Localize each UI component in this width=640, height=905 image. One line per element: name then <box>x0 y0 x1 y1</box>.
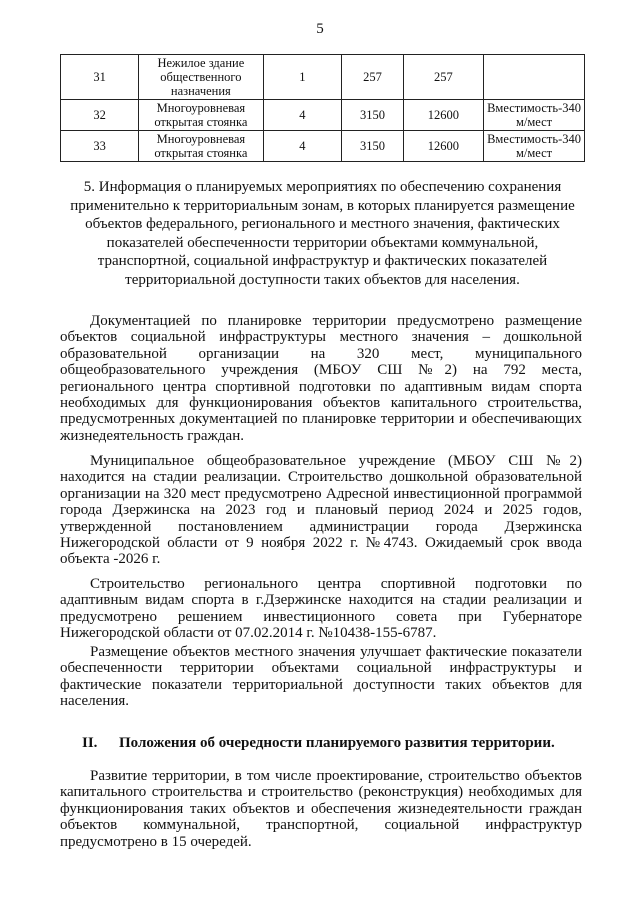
object-name: Многоуровневая открытая стоянка <box>139 131 264 162</box>
total-area: 257 <box>403 55 483 100</box>
object-note: Вместимость-340 м/мест <box>484 131 585 162</box>
section-2-heading <box>82 735 555 752</box>
paragraph: Документацией по планировке территории предусмотрено размещение объектов социальной инфраструктуры местного значения – дошкольной образовательной организации на 320 мест, муниципального общеобразовательного учреждения (МБОУ СШ №2) на 792 места, регионального центра спортивной подготовки по адаптивным видам спорта необходимых для функционирования объектов капитального строительства, предусмотренных документацией по планировке территории и обеспечивающих жизнедеятельность граждан. <box>60 313 582 444</box>
row-number: 32 <box>61 100 139 131</box>
paragraph: Строительство регионального центра спортивной подготовки по адаптивным видам спорта в г.Дзержинске находится на стадии реализации и предусмотрено решением инвестиционного совета при Губернаторе Нижегородской области от 07.02.2014 г. №10438-155-6787. <box>60 576 582 642</box>
table-row <box>61 100 585 131</box>
objects-table <box>60 54 585 162</box>
unit-area: 3150 <box>342 131 403 162</box>
object-count: 4 <box>263 131 342 162</box>
page-number: 5 <box>316 21 324 37</box>
object-count: 4 <box>263 100 342 131</box>
row-number: 31 <box>61 55 139 100</box>
total-area: 12600 <box>403 100 483 131</box>
object-name: Нежилое здание общественного назначения <box>139 55 264 100</box>
section-5-heading: 5. Информация о планируемых мероприятиях по обеспечению сохранения применительно к территориальным зонам, в которых планируется размещение объектов федерального, регионального и местного значения, фактических показателей обеспеченности территории объектами коммунальной, транспортной, социальной инфраструктур и фактических показателей территориальной доступности таких объектов для населения. <box>70 179 575 288</box>
object-note: Вместимость-340 м/мест <box>484 100 585 131</box>
table-row <box>61 55 585 100</box>
object-name: Многоуровневая открытая стоянка <box>139 100 264 131</box>
table-row <box>61 131 585 162</box>
section-2-title: Положения об очередности планируемого развития территории. <box>119 735 555 751</box>
object-count: 1 <box>263 55 342 100</box>
unit-area: 257 <box>342 55 403 100</box>
object-note <box>484 55 585 100</box>
paragraph: Развитие территории, в том числе проектирование, строительство объектов капитального строительства и строительство (реконструкция) необходимых для функционирования таких объектов и обеспечения жизнедеятельности граждан объектов коммунальной, транспортной, социальной инфраструктур предусмотрено в 15 очередей. <box>60 768 582 850</box>
section-2-numeral: II. <box>82 735 98 751</box>
unit-area: 3150 <box>342 100 403 131</box>
row-number: 33 <box>61 131 139 162</box>
total-area: 12600 <box>403 131 483 162</box>
paragraph: Размещение объектов местного значения улучшает фактические показатели обеспеченности территории объектами социальной инфраструктуры и фактические показатели территориальной доступности таких объектов для населения. <box>60 644 582 710</box>
paragraph: Муниципальное общеобразовательное учреждение (МБОУ СШ №2) находится на стадии реализации. Строительство дошкольной образовательной организации на 320 мест предусмотрено Адресной инвестиционной программой города Дзержинска на 2023 год и плановый период 2024 и 2025 годов, утвержденной постановлением администрации города Дзержинска Нижегородской области от 9 ноября 2022 г. №4743. Ожидаемый срок ввода объекта -2026 г. <box>60 453 582 568</box>
